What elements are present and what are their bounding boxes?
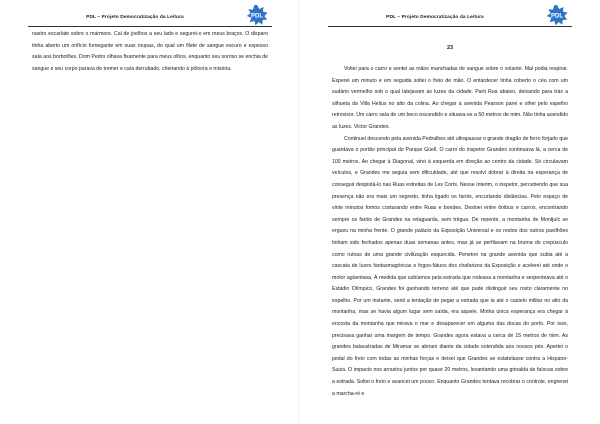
- body-text: [32, 29, 268, 75]
- pdl-logo-icon: [244, 4, 270, 26]
- header-divider: [28, 26, 272, 27]
- pdl-logo-icon: [544, 4, 570, 26]
- page-number: 23: [446, 45, 454, 51]
- paragraph: Voltei para o carro e sentei as mãos manchadas de sangue sobre o volante. Mal podia respirar. Esperei um minuto e em seguida soltei o freio de mão. O entardecer tinha coberto o céu com um sudário vermelho sob o qual latejavam as luzes da cidade. Parti Rua abaixo, deixando para trás a silhueta da Villa Helius no alto da colina. Ao chegar à avenida Pearson parei e olhei pelo espelho retrovisor. Um carro saía de um beco escondido e situava-se a 50 metros de mim. Não tinha acendido as luzes. Victor Grandes.: [332, 66, 568, 130]
- header-divider: [328, 26, 572, 27]
- paragraph: nastro escarlate sobre o mármore. Cal de joelhos a seu lado e segurei-o em meus braços. O disparo tinha aberto um orifício fumegante em suas roupas, do qual um filete de sangue escuro e espesso saía aos borbotões. Dom Pedro olhava fixamente para meus olhos, enquanto seu sorriso se enchia de sangue e seu corpo parava de tremer e caía derrubado, cheirando à pólvora e miséria.: [32, 31, 268, 72]
- header-title: PDL – Projeto Democratização da Leitura: [386, 15, 484, 20]
- body-text: [332, 64, 568, 400]
- paragraph: Continuei descendo pela avenida Pedralbes até ultrapassar o grande dragão de ferro forjado que guardava o portão principal do Parque Güell. O carro do inspetor Grandes continuava lá, a cerca de 100 metros. Ao chegar à Diagonal, virei à esquerda em direção ao centro da cidade. Só circulavam veículos, e Grandes me seguia sem dificuldade, até que resolvi dobrar à direita na esperança de conseguir despistá-lo nas Ruas estreitas de Les Corts. Nesse ínterim, o inspetor, percebendo que sua presença não era mais um segredo, tinha ligado os faróis, encurtando distâncias. Pelo espaço de vinte minutos fomos costurando entre Ruas e bondes. Desloei entre ônibus e carros, encontrando sempre os faróis de Grandes na retaguarda, sem trégua. De repente, a montanha de Montjuïc se ergueu na minha frente. O grande palácio da Exposição Universal e os restos dos outros pavilhões tinham sido fechados apenas duas semanas antes, mas já se perfilavam na bruma do crepúsculo como ruínas de uma grande civilização esquecida. Penetrei na grande avenida que subia até a cascata de luzes fantasmagóricas e fogos-fátuos dos chafarizes da Exposição e acelerei até onde o motor agüentava. À medida que subíamos pela estrada que rodeava a montanha e serpenteava até o Estádio Olímpico, Grandes foi ganhando terreno até que pude distinguir seu rosto claramente no espelho. Por um instante, senti a tentação de pegar a estrada que ia até o castelo militar no alto da montanha, mas se havia algum lugar sem saída, era aquele. Minha única esperança era chegar à encosta da montanha que mirava o mar e desaparecer em alguma das docas do porto. Por isso, precisava ganhar uma margem de tempo. Grandes agora estava a cerca de 15 metros de mim. As grandes balaustradas de Miramar se abriam diante da cidade estendida aos nossos pés. Apertei o pedal do freio com todas as minhas forças e deixei que Grandes se estatelasse contra a Hispano-Suiza. O impacto nos arrastou juntos por quase 20 metros, levantando uma grinalda de faíscas sobre a estrada. Soltei o freio e avancei um pouco. Enquanto Grandes tentava recobrar o controle, engrenei a marcha-ré e: [332, 135, 568, 397]
- right-page: [300, 0, 600, 424]
- svg-text:PDL: PDL: [251, 13, 263, 20]
- header-title: PDL – Projeto Democratização da Leitura: [86, 15, 184, 20]
- page-header: [328, 4, 572, 34]
- svg-text:PDL: PDL: [551, 13, 563, 20]
